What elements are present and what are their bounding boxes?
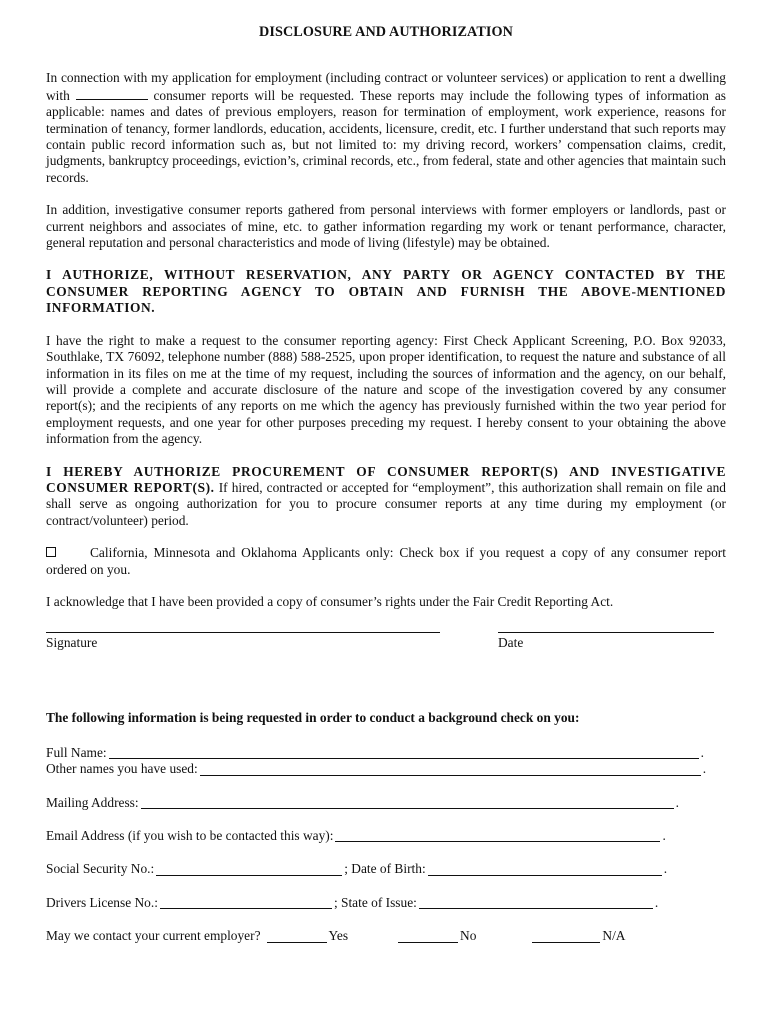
- state-issue-label: ; State of Issue:: [333, 894, 417, 910]
- other-names-row: [46, 761, 726, 777]
- mailing-address-row: [46, 795, 726, 811]
- full-name-label: Full Name:: [46, 744, 107, 760]
- signature-row: [46, 632, 726, 662]
- other-names-period: .: [702, 761, 707, 777]
- ssn-field[interactable]: [156, 863, 342, 876]
- document-title: DISCLOSURE AND AUTHORIZATION: [258, 24, 514, 40]
- dob-field[interactable]: [428, 863, 662, 876]
- contact-employer-label: May we contact your current employer?: [46, 928, 261, 944]
- na-label: N/A: [602, 928, 626, 944]
- yes-field[interactable]: [267, 930, 327, 943]
- email-label: Email Address (if you wish to be contacted this way):: [46, 828, 334, 843]
- state-applicants-paragraph: [46, 545, 726, 578]
- procurement-bold-text: I HEREBY AUTHORIZE PROCUREMENT OF CONSUMER REPORT(S) AND INVESTIGATIVE CONSUMER REPORT(S).: [46, 463, 726, 495]
- company-name-field[interactable]: [76, 87, 148, 100]
- document-page: [46, 24, 726, 945]
- background-check-heading: The following information is being requested in order to conduct a background check on you:: [46, 710, 580, 726]
- ssn-dob-row: [46, 861, 726, 877]
- yes-label: Yes: [328, 928, 349, 944]
- no-field[interactable]: [398, 930, 458, 943]
- license-field[interactable]: [160, 896, 332, 909]
- ssn-label: Social Security No.:: [46, 861, 155, 877]
- authorization-paragraph: I AUTHORIZE, WITHOUT RESERVATION, ANY PARTY OR AGENCY CONTACTED BY THE CONSUMER REPORTING AGENCY TO OBTAIN AND FURNISH THE ABOVE-MENTIONED INFORMATION.: [46, 267, 726, 316]
- date-line[interactable]: [498, 632, 714, 633]
- license-row: [46, 895, 726, 911]
- state-issue-period: .: [654, 894, 659, 910]
- investigative-paragraph: In addition, investigative consumer reports gathered from personal interviews with former employers or landlords, past or current neighbors and associates of mine, etc. to gather information regarding my work or tenant performance, character, general reputation and personal characteristics and mode of living (lifestyle) may be obtained.: [46, 202, 726, 251]
- email-row: [46, 828, 726, 844]
- email-period: .: [662, 828, 666, 843]
- procurement-text: If hired, contracted or accepted for “employment”, this authorization shall remain on file and shall serve as ongoing authorization for you to procure consumer reports at any time during my employment (or contract/volunteer) period.: [46, 479, 726, 528]
- disclosure-text-start: In connection with my application for employment (including contract or volunteer services) or application to rent a dwelling with: [46, 70, 726, 103]
- disclosure-paragraph: [46, 70, 726, 186]
- dob-label: ; Date of Birth:: [344, 861, 426, 877]
- date-label: Date: [498, 635, 524, 651]
- mailing-address-field[interactable]: [141, 796, 674, 809]
- mailing-address-label: Mailing Address:: [46, 794, 139, 810]
- procurement-paragraph: [46, 464, 726, 530]
- signature-label: Signature: [46, 635, 98, 651]
- acknowledgement-text: I acknowledge that I have been provided a copy of consumer’s rights under the Fair Credit Reporting Act.: [46, 593, 614, 609]
- state-issue-field[interactable]: [419, 896, 653, 909]
- disclosure-text-end: consumer reports will be requested. These reports may include the following types of information as applicable: names and dates of previous employers, reason for termination of employment, work experience, reasons for termination of tenancy, former landlords, education, accidents, licensure, credit, etc. I further understand that such reports may contain public record information such as, but not limited to: my driving record, workers’ compensation claims, credit, judgments, bankruptcy proceedings, eviction’s, criminal records, etc., from federal, state and other agencies that maintain such records.: [46, 87, 726, 185]
- mailing-address-period: .: [675, 794, 679, 810]
- dob-period: .: [663, 861, 668, 877]
- full-name-field[interactable]: [109, 746, 699, 759]
- na-field[interactable]: [532, 930, 600, 943]
- full-name-row: [46, 745, 726, 761]
- other-names-label: Other names you have used:: [46, 761, 198, 777]
- copy-request-checkbox[interactable]: [46, 547, 56, 557]
- email-field[interactable]: [335, 829, 660, 842]
- license-label: Drivers License No.:: [46, 894, 158, 910]
- full-name-period: .: [700, 744, 704, 760]
- other-names-field[interactable]: [200, 763, 701, 776]
- rights-paragraph: I have the right to make a request to the consumer reporting agency: First Check Applicant Screening, P.O. Box 92033, Southlake, TX 76092, telephone number (888) 588-2525, upon proper identification, to request the nature and substance of all information in its files on me at the time of my request, including the sources of information and the agency, on our behalf, will provide a complete and accurate disclosure of the nature and scope of the investigation covered by any consumer report(s); and the recipients of any reports on me which the agency has previously furnished within the two year period for employment requests, and one year for other purposes preceding my request. I hereby consent to your obtaining the above information from the agency.: [46, 332, 726, 447]
- signature-line[interactable]: [46, 632, 440, 633]
- no-label: No: [460, 928, 477, 944]
- contact-employer-row: [46, 928, 726, 944]
- state-applicants-text: California, Minnesota and Oklahoma Applicants only: Check box if you request a copy of any consumer report ordered on you.: [46, 545, 726, 577]
